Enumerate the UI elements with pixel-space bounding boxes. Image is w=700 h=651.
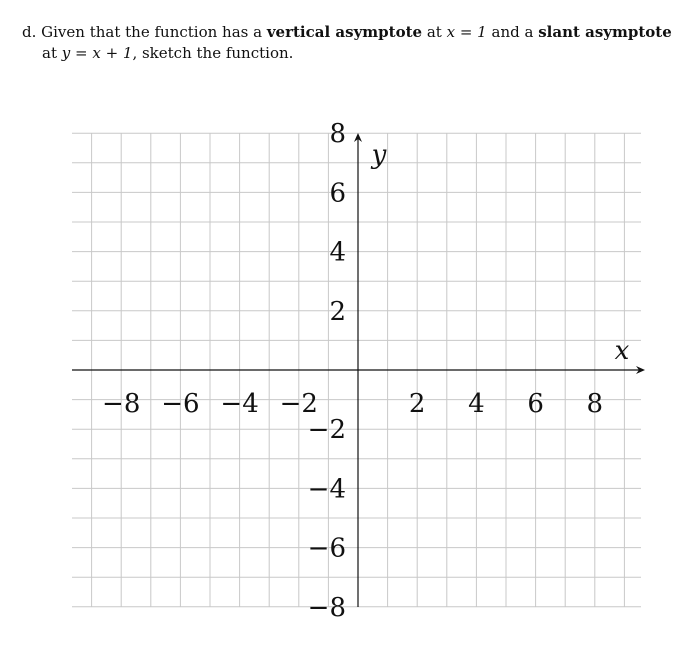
slant-asymptote-term: slant asymptote: [538, 23, 672, 41]
y-tick-label: 8: [329, 119, 346, 150]
y-tick-label: 2: [329, 296, 346, 327]
question-text-2: at: [426, 23, 442, 41]
question-text-5: , sketch the function.: [132, 44, 294, 62]
x-tick-label: 6: [527, 389, 544, 419]
x-tick-label: −4: [220, 389, 259, 419]
y-tick-label: 6: [329, 178, 346, 209]
vertical-asymptote-term: vertical asymptote: [266, 23, 423, 41]
x-tick-label: −8: [102, 389, 141, 419]
axes: [72, 133, 645, 607]
question-text-1: Given that the function has a: [41, 23, 263, 41]
question-text-4: at: [42, 44, 57, 62]
y-tick-label: −8: [307, 592, 346, 623]
y-axis-label: y: [371, 140, 387, 170]
question-text-3: and a: [491, 23, 534, 41]
y-tick-label: −4: [307, 474, 346, 505]
x-axis-label: x: [614, 336, 630, 366]
vertical-asymptote-equation: x = 1: [446, 23, 487, 41]
x-tick-label: −2: [279, 389, 318, 419]
x-tick-label: −6: [161, 389, 200, 419]
question-label: d.: [22, 23, 37, 41]
y-tick-label: 4: [329, 237, 346, 268]
x-tick-label: 2: [408, 389, 426, 419]
slant-asymptote-equation: y = x + 1: [61, 44, 133, 62]
x-tick-label: 8: [586, 389, 604, 419]
x-tick-label: 4: [468, 389, 485, 419]
y-tick-label: −6: [307, 533, 346, 564]
y-tick-label: −2: [307, 415, 346, 446]
